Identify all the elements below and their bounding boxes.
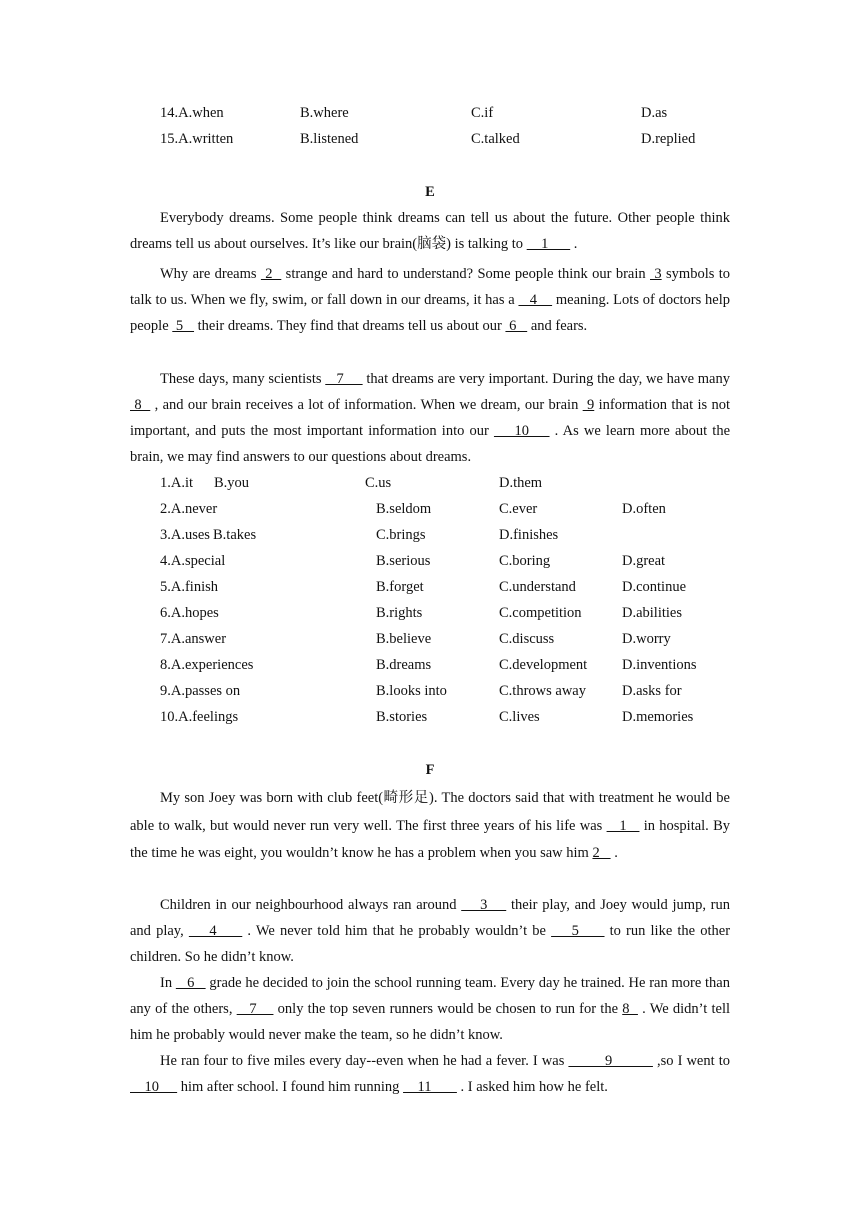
- section-f-paragraph-4: He ran four to five miles every day--even when he had a fever. I was 9 ,so I went to 10 him after school. I found him running 11 . I asked him how he felt.: [130, 1053, 730, 1095]
- blank-9: 9: [582, 397, 595, 413]
- option-d: D.finishes: [499, 527, 559, 543]
- option-row-15: [0, 126, 860, 152]
- option-d: D.often: [622, 501, 666, 517]
- option-row-4: [0, 548, 860, 574]
- section-f-paragraph-1: My son Joey was born with club feet(畸形足). The doctors said that with treatment he would be able to walk, but would never run very well. The first three years of his life was 1 in hospital. By the time he was eight, you wouldn’t know he has a problem when you saw him 2 .: [130, 790, 731, 861]
- blank-2: 2: [592, 845, 611, 861]
- section-f-paragraph-3: In 6 grade he decided to join the school running team. Every day he trained. He ran more than any of the others, 7 only the top seven runners would be chosen to run for the 8 . We didn’t tell him he probably would never make the team, so he didn’t know.: [130, 975, 731, 1043]
- option-b: B.listened: [300, 131, 359, 147]
- blank-6: 6: [505, 318, 528, 334]
- option-b: B.forget: [376, 579, 424, 595]
- option-row-6: [0, 600, 860, 626]
- option-d: D.abilities: [622, 605, 683, 621]
- option-a: 4.A.special: [160, 553, 226, 569]
- blank-5: 5: [551, 923, 605, 939]
- option-b: B.seldom: [376, 501, 432, 517]
- option-b: B.takes: [213, 527, 257, 543]
- option-d: D.replied: [641, 131, 696, 147]
- option-c: C.boring: [499, 553, 551, 569]
- option-b: B.dreams: [376, 657, 432, 673]
- blank-1: 1: [526, 236, 571, 252]
- blank-8: 8: [130, 397, 151, 413]
- option-row-8: [0, 652, 860, 678]
- option-d: D.asks for: [622, 683, 682, 699]
- blank-11: 11: [403, 1079, 457, 1095]
- option-row-1: [0, 470, 860, 496]
- section-e-paragraph-2: Why are dreams 2 strange and hard to understand? Some people think our brain 3 symbols to talk to us. When we fly, swim, or fall down in our dreams, it has a 4 meaning. Lots of doctors help people 5 their dreams. They find that dreams tell us about our 6 and fears.: [130, 266, 731, 334]
- blank-7: 7: [236, 1001, 274, 1017]
- option-c: C.if: [471, 105, 494, 121]
- option-a: 8.A.experiences: [160, 657, 254, 673]
- option-row-2: [0, 496, 860, 522]
- option-a: 1.A.it: [160, 475, 194, 491]
- blank-8: 8: [622, 1001, 638, 1017]
- option-c: C.lives: [499, 709, 540, 725]
- option-a: 14.A.when: [160, 105, 224, 121]
- option-c: C.discuss: [499, 631, 555, 647]
- option-row-10: [0, 704, 860, 730]
- option-c: C.us: [365, 475, 392, 491]
- option-row-5: [0, 574, 860, 600]
- blank-7: 7: [325, 371, 363, 387]
- option-a: 5.A.finish: [160, 579, 218, 595]
- option-c: C.competition: [499, 605, 582, 621]
- option-c: C.understand: [499, 579, 576, 595]
- option-d: D.great: [622, 553, 666, 569]
- option-b: B.looks into: [376, 683, 447, 699]
- option-row-7: [0, 626, 860, 652]
- blank-10: 10: [130, 1079, 178, 1095]
- option-a: 6.A.hopes: [160, 605, 219, 621]
- blank-6: 6: [175, 975, 206, 991]
- option-a: 7.A.answer: [160, 631, 227, 647]
- option-a: 2.A.never: [160, 501, 218, 517]
- option-c: C.brings: [376, 527, 426, 543]
- blank-3: 3: [650, 266, 662, 282]
- option-b: B.stories: [376, 709, 428, 725]
- option-c: C.throws away: [499, 683, 586, 699]
- option-d: D.as: [641, 105, 668, 121]
- option-b: B.where: [300, 105, 349, 121]
- section-e-paragraph-3: These days, many scientists 7 that dreams are very important. During the day, we have many 8 , and our brain receives a lot of information. When we dream, our brain 9 information that is not important, and puts the most important information into our 10 . As we learn more about the brain, we may find answers to our questions about dreams.: [130, 371, 731, 465]
- section-f-heading: F: [425, 762, 435, 778]
- section-f-paragraph-2: Children in our neighbourhood always ran around 3 their play, and Joey would jump, run and play, 4 . We never told him that he probably wouldn’t be 5 to run like the other children. So he didn’t know.: [130, 897, 731, 965]
- section-e-paragraph-1: Everybody dreams. Some people think dreams can tell us about the future. Other people think dreams tell us about ourselves. It’s like our brain(脑袋) is talking to 1 .: [130, 210, 730, 252]
- option-a: 3.A.uses: [160, 527, 210, 543]
- blank-2: 2: [260, 266, 282, 282]
- option-c: C.talked: [471, 131, 520, 147]
- option-d: D.continue: [622, 579, 687, 595]
- option-b: B.you: [214, 475, 250, 491]
- blank-5: 5: [172, 318, 195, 334]
- blank-1: 1: [606, 817, 640, 834]
- option-row-3: [0, 522, 860, 548]
- blank-9: 9: [568, 1053, 653, 1069]
- option-b: B.serious: [376, 553, 431, 569]
- option-a: 15.A.written: [160, 131, 234, 147]
- option-b: B.believe: [376, 631, 432, 647]
- blank-4: 4: [188, 923, 243, 939]
- option-row-14: [0, 100, 860, 126]
- option-d: D.them: [499, 475, 543, 491]
- option-c: C.development: [499, 657, 588, 673]
- option-d: D.worry: [622, 631, 671, 647]
- option-b: B.rights: [376, 605, 423, 621]
- option-row-9: [0, 678, 860, 704]
- option-d: D.inventions: [622, 657, 697, 673]
- option-a: 9.A.passes on: [160, 683, 241, 699]
- section-e-heading: E: [425, 184, 435, 200]
- option-a: 10.A.feelings: [160, 709, 239, 725]
- blank-10: 10: [493, 423, 550, 439]
- option-d: D.memories: [622, 709, 694, 725]
- option-c: C.ever: [499, 501, 538, 517]
- blank-4: 4: [518, 292, 553, 308]
- blank-3: 3: [461, 897, 507, 913]
